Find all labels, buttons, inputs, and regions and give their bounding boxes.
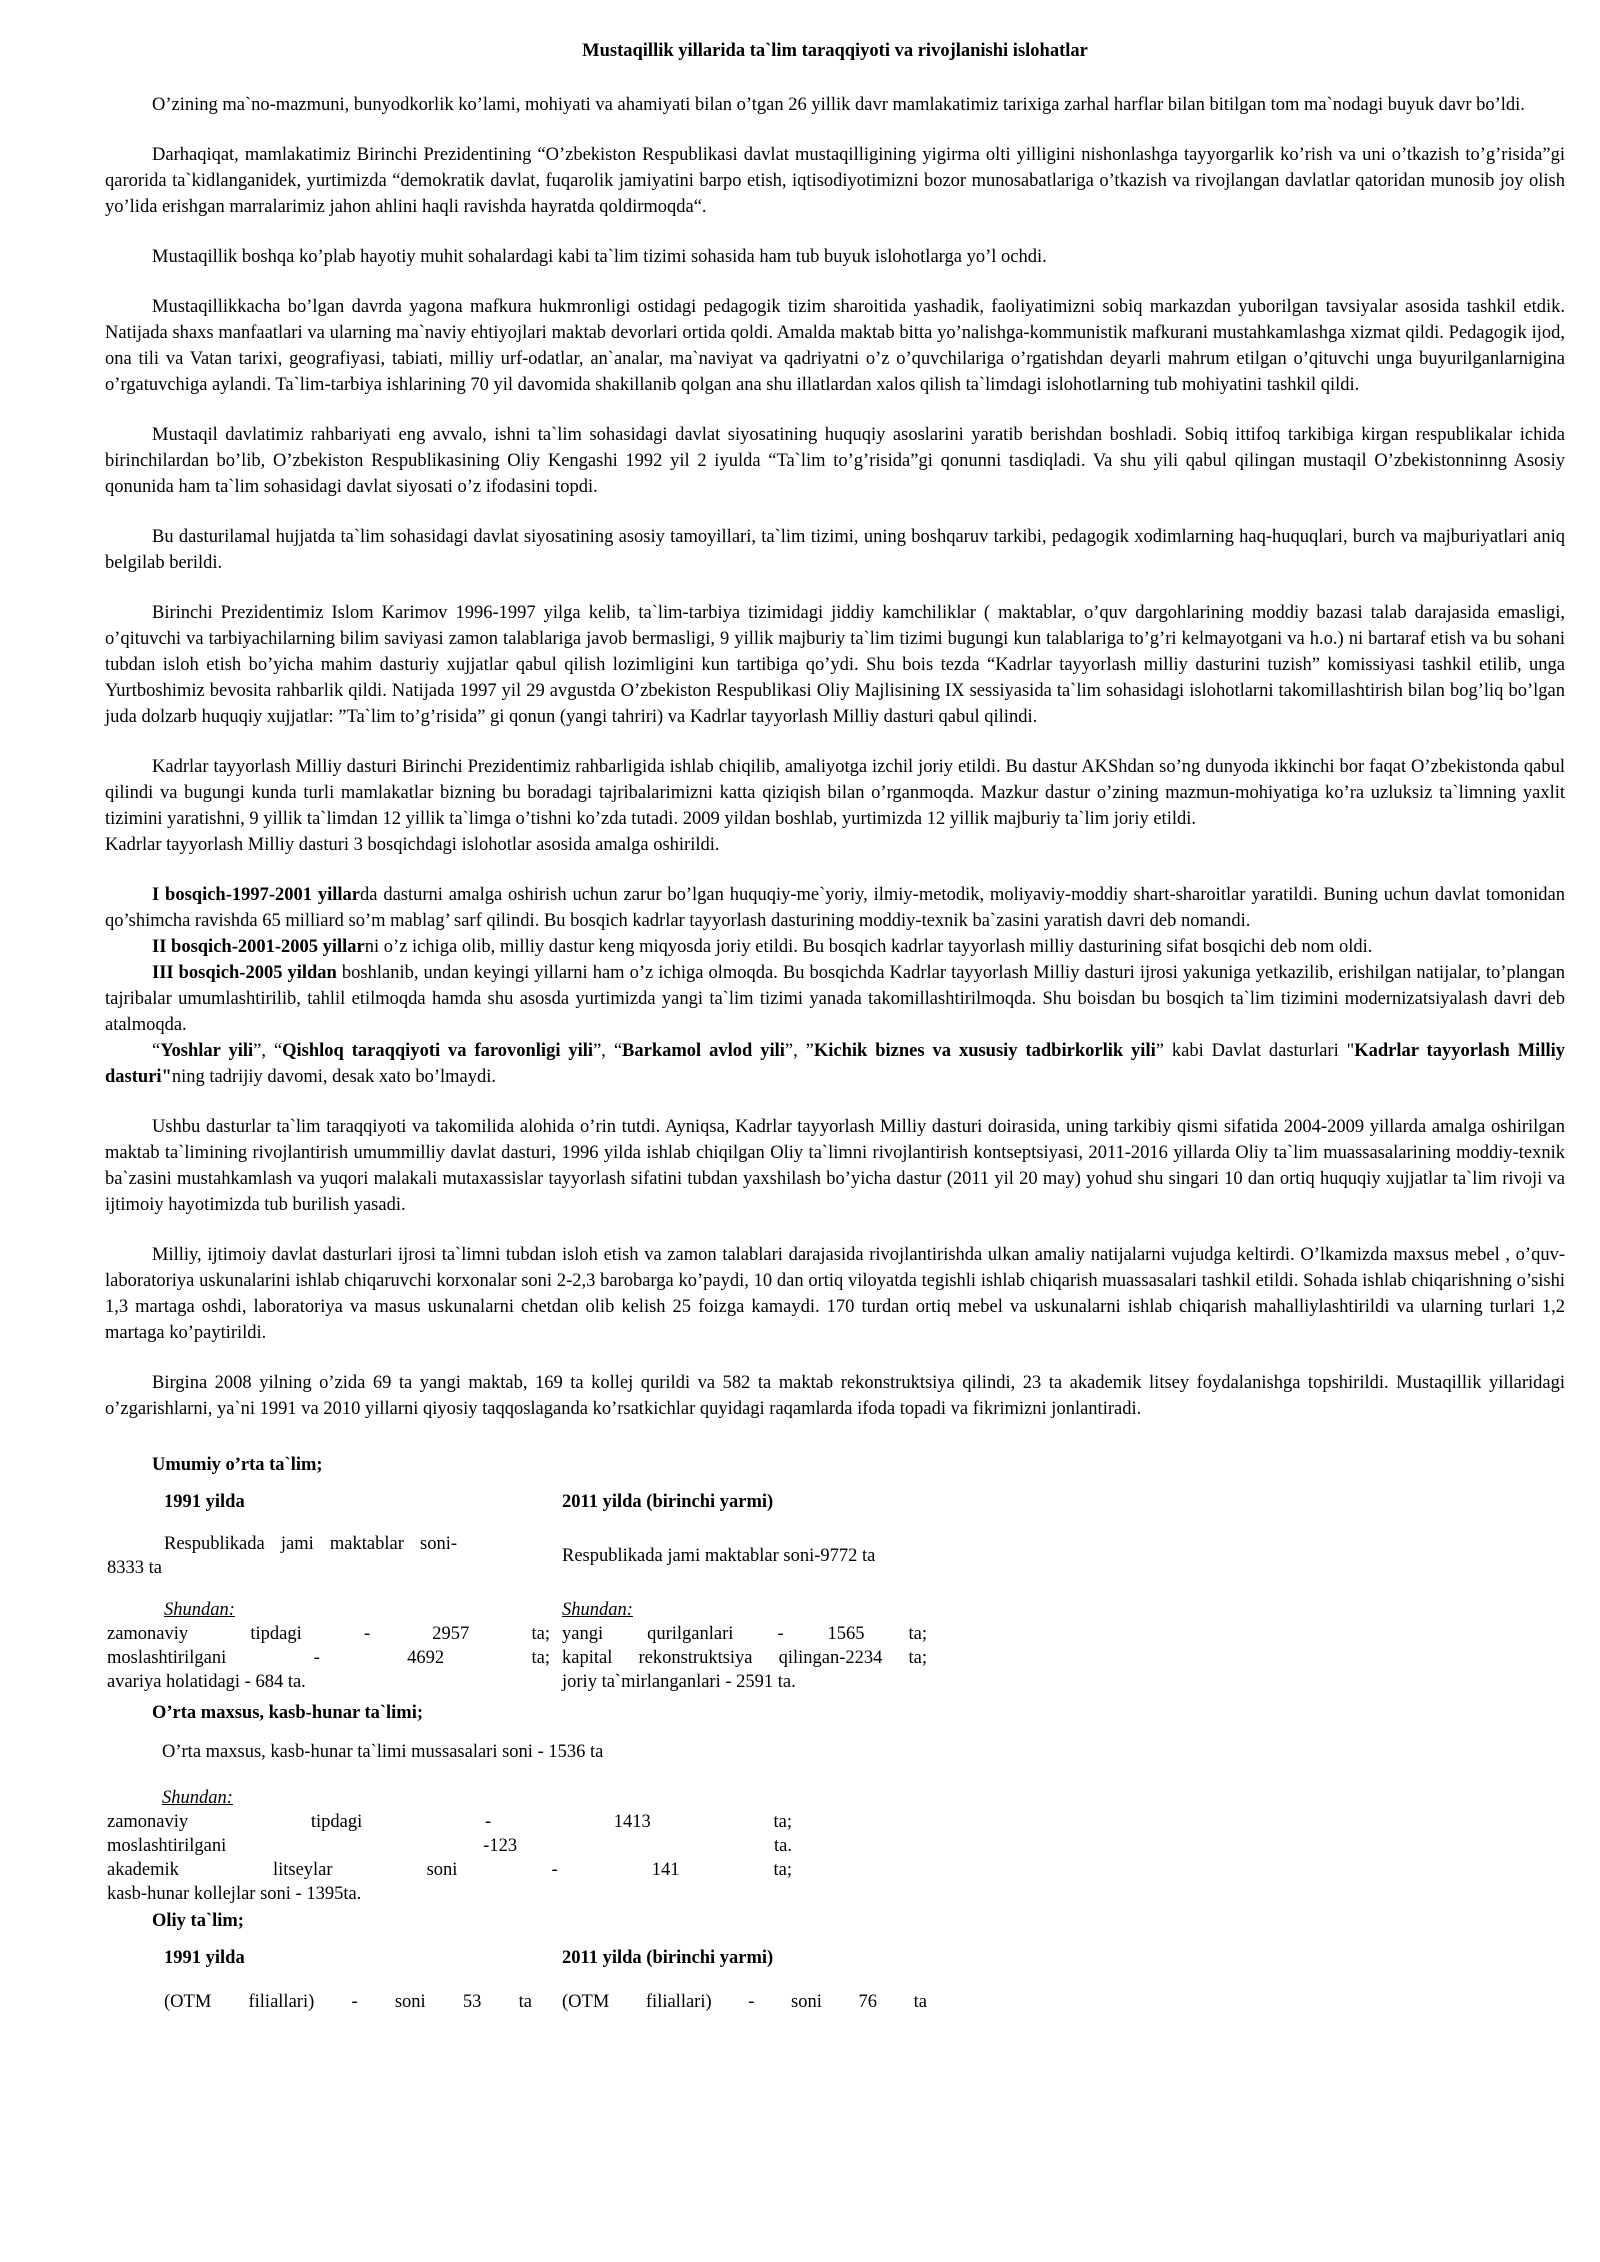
stage-2 (105, 934, 1565, 960)
col-2011-heading: 2011 yilda (birinchi yarmi) (562, 1948, 774, 1968)
stat-line: moslashtirilgani -123 ta. (107, 1836, 792, 1856)
stage-3-text: boshlanib, undan keyingi yillarni ham o’z ichiga olmoqda. Bu bosqichda Kadrlar tayyorlash Milliy dasturi ijrosi yakuniga yetkazilib, erishilgan natijalar, to’plangan tajribalar umumlashtirilib, tahlil etilmoqda hamda shu asosda yurtimizda yangi ta`lim tizimi yanada takomillashtirilmoqda. Shu boisdan bu bosqich ta`lim tizimini modernizatsiyalash davri deb atalmoqda. (105, 963, 1565, 1035)
stat-line: zamonaviy tipdagi - 2957 ta; (107, 1624, 550, 1644)
stage-1-label: I bosqich-1997-2001 yillar (152, 885, 361, 905)
stage-2-label: II bosqich-2001-2005 yillar (152, 937, 365, 957)
stat-line: joriy ta`mirlanganlari - 2591 ta. (562, 1672, 796, 1692)
paragraph-9: Kadrlar tayyorlash Milliy dasturi 3 bosqichdagi islohotlar asosida amalga oshirildi. (105, 835, 720, 855)
stat-line: kasb-hunar kollejlar soni - 1395ta. (107, 1884, 362, 1904)
stage-2-text: ni o’z ichiga olib, milliy dastur keng miqyosda joriy etildi. Bu bosqich kadrlar tayyorlash milliy dasturining sifat bosqichi deb nom oldi. (364, 937, 1373, 957)
stat-line: akademik litseylar soni - 141 ta; (107, 1860, 792, 1880)
stat-line: moslashtirilgani - 4692 ta; (107, 1648, 550, 1668)
paragraph-1: O’zining ma`no-mazmuni, bunyodkorlik ko’lami, mohiyati va ahamiyati bilan o’tgan 26 yillik davr mamlakatimiz tarixiga zarhal harflar bilan bitilgan tom ma`nodagi buyuk davr bo’ldi. (152, 95, 1525, 115)
stage-3-label: III bosqich-2005 yildan (152, 963, 337, 983)
paragraph-8: Kadrlar tayyorlash Milliy dasturi Birinchi Prezidentimiz rahbarligida ishlab chiqilib, amaliyotga izchil joriy etildi. Bu dastur AKShdan so’ng dunyoda ikkinchi bor faqat O’zbekistonda qabul qilindi va bugungi kunda turli mamlakatlar bizning bu boradagi tajribalarimizni katta qiziqish bilan o’rganmoqda. Mazkur dastur o’zining mazmun-mohiyatiga ko’ra uzluksiz ta`limning yaxlit tizimini yaratishni, 9 yillik ta`limdan 12 yillik ta`limga o’tishni ko’zda tutadi. 2009 yildan boshlab, yurtimizda 12 yillik majburiy ta`lim joriy etildi. (105, 757, 1565, 829)
vocational-education-heading: O’rta maxsus, kasb-hunar ta`limi; (152, 1703, 424, 1723)
paragraph-12: Birgina 2008 yilning o’zida 69 ta yangi maktab, 169 ta kollej qurildi va 582 ta maktab rekonstruktsiya qilindi, 23 ta akademik litsey foydalanishga topshirildi. Mustaqillik yillaridagi o’zgarishlarni, ya`ni 1991 va 2010 yillarni qiyosiy taqqoslaganda ko’rsatkichlar quyidagi raqamlarda ifoda topadi va fikrimizni jonlantiradi. (105, 1373, 1565, 1419)
program-name: Kichik biznes va xususiy tadbirkorlik yili (813, 1041, 1156, 1061)
col-1991-heading: 1991 yilda (164, 1492, 245, 1512)
stat-line: avariya holatidagi - 684 ta. (107, 1672, 306, 1692)
paragraph-11: Milliy, ijtimoiy davlat dasturlari ijrosi ta`limni tubdan isloh etish va zamon talablari darajasida rivojlantirishda ulkan amaliy natijalarni vujudga keltirdi. O’lkamizda maxsus mebel , o’quv-laboratoriya uskunalarini ishlab chiqaruvchi korxonalar soni 2-2,3 barobarga ko’paydi, 10 dan ortiq viloyatda tegishli ishlab chiqarish muassasalari tashkil etildi. Sohada ishlab chiqarishning o’sishi 1,3 martaga oshdi, laboratoriya va masus uskunalarni chetdan olib kelish 25 foizga kamaydi. 170 turdan ortiq mebel va uskunalarni ishlab chiqarish mahalliylashtirildi va ularning turlari 1,2 martaga ko’paytirildi. (105, 1245, 1565, 1343)
shundan-label: Shundan: (562, 1600, 633, 1620)
higher-education-table (107, 1946, 927, 2014)
stat-line: yangi qurilganlari - 1565 ta; (562, 1624, 927, 1644)
stat-line: zamonaviy tipdagi - 1413 ta; (107, 1812, 792, 1832)
state-programs-paragraph: “Yoshlar yili”, “Qishloq taraqqiyoti va farovonligi yili”, “Barkamol avlod yili”, ”Kichik biznes va xususiy tadbirkorlik yili” kabi Davlat dasturlari "Kadrlar tayyorlash Milliy dasturi"ning tadrijiy davomi, desak xato bo’lmaydi. (105, 1041, 1565, 1087)
branches-2011: (OTM filiallari) - soni 76 ta (562, 1992, 927, 2012)
general-education-table (107, 1490, 927, 1694)
vocational-total: O’rta maxsus, kasb-hunar ta`limi mussasalari soni - 1536 ta (162, 1742, 604, 1762)
stage-3 (105, 960, 1565, 1038)
shundan-label: Shundan: (162, 1788, 233, 1808)
program-name: Kadrlar tayyorlash Milliy dasturi" (105, 1041, 1565, 1087)
branches-1991: (OTM filiallari) - soni 53 ta (164, 1992, 532, 2012)
schools-total-2011: Respublikada jami maktablar soni-9772 ta (562, 1546, 876, 1566)
higher-education-heading: Oliy ta`lim; (152, 1911, 244, 1931)
paragraph-7: Birinchi Prezidentimiz Islom Karimov 1996-1997 yilga kelib, ta`lim-tarbiya tizimidagi jiddiy kamchiliklar ( maktablar, o’quv dargohlarining moddiy bazasi talab darajasida emasligi, o’qituvchi va tarbiyachilarning bilim saviyasi zamon talablariga javob bermasligi, 9 yillik majburiy ta`lim tizimi bugungi kun talablariga to’g’ri kelmayotgani va h.o.) ni bartaraf etish va bu sohani tubdan isloh etish bo’yicha mahim dasturiy xujjatlar qabul qilish lozimligini kun tartibiga qo’ydi. Shu bois tezda “Kadrlar tayyorlash milliy dasturini tuzish” komissiyasi tashkil etilib, unga Yurtboshimiz bevosita rahbarlik qildi. Natijada 1997 yil 29 avgustda O’zbekiston Respublikasi Oliy Majlisining IX sessiyasida ta`lim sohasidagi islohotlarni takomillashtirish bilan bog’liq bo’lgan juda dolzarb huquqiy xujjatlar: ”Ta`lim to’g’risida” gi qonun (yangi tahriri) va Kadrlar tayyorlash Milliy dasturi qabul qilindi. (105, 603, 1565, 727)
program-name: Yoshlar yili (160, 1041, 254, 1061)
document-title: Mustaqillik yillarida ta`lim taraqqiyoti va rivojlanishi islohatlar (582, 41, 1088, 61)
program-name: Barkamol avlod yili (622, 1041, 785, 1061)
col-1991-heading: 1991 yilda (164, 1948, 245, 1968)
paragraph-10: Ushbu dasturlar ta`lim taraqqiyoti va takomilida alohida o’rin tutdi. Ayniqsa, Kadrlar tayyorlash Milliy dasturi doirasida, uning tarkibiy qismi sifatida 2004-2009 yillarda amalga oshirilgan maktab ta`limining rivojlantirish umummilliy davlat dasturi, 1996 yilda ishlab chiqilgan Oliy ta`limni rivojlantirish kontseptsiyasi, 2011-2016 yillarda Oliy ta`lim muassasalarining moddiy-texnik ba`zasini mustahkamlash va yuqori malakali mutaxassislar tayyorlash sifatini tubdan yaxshilash bo’yicha dastur (2011 yil 20 may) yohud shu singari 10 dan ortiq huquqiy xujjatlar ta`lim rivoji va ijtimoiy hayotimizda tub burilish yasadi. (105, 1117, 1565, 1215)
paragraph-3: Mustaqillik boshqa ko’plab hayotiy muhit sohalardagi kabi ta`lim tizimi sohasida ham tub buyuk islohotlarga yo’l ochdi. (152, 247, 1047, 267)
vocational-stats (107, 1810, 792, 1906)
shundan-label: Shundan: (164, 1600, 235, 1620)
col-2011-heading: 2011 yilda (birinchi yarmi) (562, 1492, 774, 1512)
paragraph-6: Bu dasturilamal hujjatda ta`lim sohasidagi davlat siyosatining asosiy tamoyillari, ta`lim tizimi, uning boshqaruv tarkibi, pedagogik xodimlarning haq-huquqlari, burch va majburiyatlari aniq belgilab berildi. (105, 527, 1565, 573)
paragraph-5: Mustaqil davlatimiz rahbariyati eng avvalo, ishni ta`lim sohasidagi davlat siyosatining huquqiy asoslarini yaratib berishdan boshladi. Sobiq ittifoq tarkibiga kirgan respublikalar ichida birinchilardan bo’lib, O’zbekiston Respublikasining Oliy Kengashi 1992 yil 2 iyulda “Ta`lim to’g’risida”gi qonunni tasdiqladi. Va shu yili qabul qilingan mustaqil O’zbekistonninng Asosiy qonunida ham ta`lim sohasidagi davlat siyosati o’z ifodasini topdi. (105, 425, 1565, 497)
document-page (105, 30, 1565, 2014)
paragraph-2: Darhaqiqat, mamlakatimiz Birinchi Prezidentining “O’zbekiston Respublikasi davlat mustaqilligining yigirma olti yilligini nishonlashga tayyorgarlik ko’rish va uni o’tkazish to’g’risida”gi qarorida ta`kidlanganidek, yurtimizda “demokratik davlat, fuqarolik jamiyatini barpo etish, iqtisodiyotimizni bozor munosabatlariga o’tkazish va rivojlangan davlatlar qatoridan munosib joy olish yo’lida erishgan marralarimiz jahon ahlini haqli ravishda hayratda qoldirmoqda“. (105, 145, 1565, 217)
schools-total-1991: Respublikada jami maktablar soni-8333 ta (107, 1534, 457, 1578)
stage-1-text: da dasturni amalga oshirish uchun zarur bo’lgan huquqiy-me`yoriy, ilmiy-metodik, moliyaviy-moddiy shart-sharoitlar yaratildi. Buning uchun davlat tomonidan qo’shimcha ravishda 65 milliard so’m mablag’ sarf qilindi. Bu bosqich kadrlar tayyorlash dasturining moddiy-texnik ba`zasini yaratish davri deb nomandi. (105, 885, 1565, 931)
program-name: Qishloq taraqqiyoti va farovonligi yili (282, 1041, 594, 1061)
general-education-heading: Umumiy o’rta ta`lim; (152, 1455, 323, 1475)
paragraph-4: Mustaqillikkacha bo’lgan davrda yagona mafkura hukmronligi ostidagi pedagogik tizim sharoitida yashadik, faoliyatimizni sobiq markazdan yuborilgan tavsiyalar asosida tashkil etdik. Natijada shaxs manfaatlari va ularning ma`naviy ehtiyojlari maktab devorlari ortida qoldi. Amalda maktab bitta yo’nalishga-kommunistik mafkurani mustahkamlashga xizmat qildi. Pedagogik ijod, ona tili va Vatan tarixi, geografiyasi, tabiati, milliy urf-odatlar, an`analar, ma`naviyat va qadriyatni o’z o’quvchilariga o’rgatishdan deyarli mahrum etilgan o’qituvchi unga buyurilganlarnigina o’rgatuvchiga aylandi. Ta`lim-tarbiya ishlarining 70 yil davomida shakillanib qolgan ana shu illatlardan xalos qilish ta`limdagi islohotlarning tub mohiyatini tashkil qildi. (105, 297, 1565, 395)
stage-1 (105, 882, 1565, 934)
stat-line: kapital rekonstruktsiya qilingan-2234 ta; (562, 1648, 927, 1668)
